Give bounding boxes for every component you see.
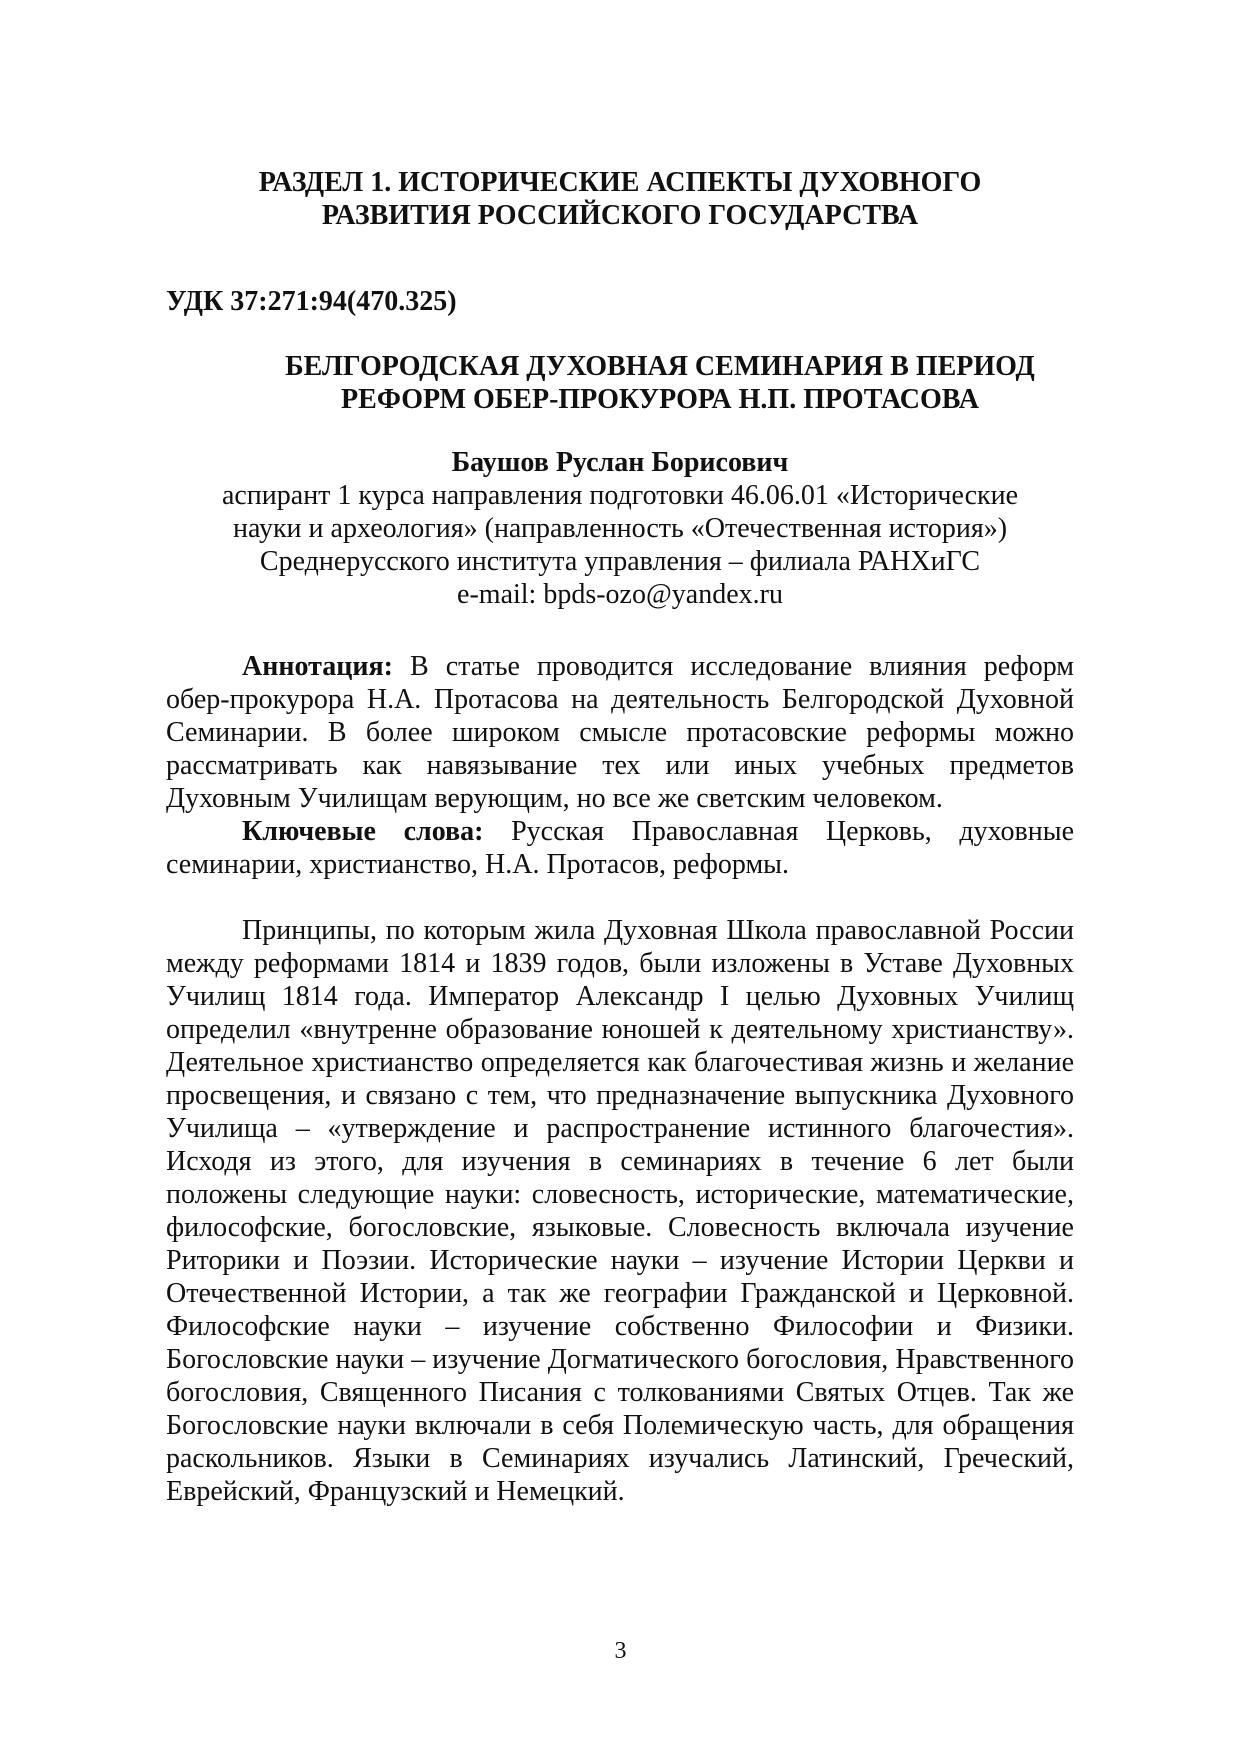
section-heading-line-2: РАЗВИТИЯ РОССИЙСКОГО ГОСУДАРСТВА — [321, 200, 919, 231]
page-number: 3 — [614, 1638, 627, 1664]
author-affiliation-line-1: аспирант 1 курса направления подготовки 46.06.01 «Исторические — [221, 480, 1019, 511]
author-email: e-mail: bpds-ozo@yandex.ru — [457, 579, 783, 610]
body-paragraph: Принципы, по которым жила Духовная Школа православной России между реформами 1814 и 1839 годов, были изложены в Уставе Духовных Училищ 1814 года. Император Александр I целью Духовных Училищ определил «внутренне образование юношей к деятельному христианству». Деятельное христианство определяется как благочестивая жизнь и желание просвещения, и связано с тем, что предназначение выпускника Духовного Училища – «утверждение и распространение истинного благочестия». Исходя из этого, для изучения в семинариях в течение 6 лет были положены следующие науки: словесность, исторические, математические, философские, богословские, языковые. Словесность включала изучение Риторики и Поэзии. Исторические науки – изучение Истории Церкви и Отечественной Истории, а так же географии Гражданской и Церковной. Философские науки – изучение собственно Философии и Физики. Богословские науки – изучение Догматического богословия, Нравственного богословия, Священного Писания с толкованиями Святых Отцев. Так же Богословские науки включали в себя Полемическую часть, для обращения раскольников. Языки в Семинариях изучались Латинский, Греческий, Еврейский, Французский и Немецкий. — [166, 915, 1074, 1507]
author-info — [166, 446, 1074, 611]
article-title — [240, 350, 1080, 416]
udk-code: УДК 37:271:94(470.325) — [166, 286, 457, 317]
author-name: Баушов Руслан Борисович — [451, 447, 789, 478]
section-heading — [200, 166, 1040, 232]
article-title-line-2: РЕФОРМ ОБЕР-ПРОКУРОРА Н.П. ПРОТАСОВА — [341, 384, 979, 415]
abstract-text: В статье проводится исследование влияния реформ обер-прокурора Н.А. Протасова на деятельность Белгородской Духовной Семинарии. В более широком смысле протасовские реформы можно рассматривать как навязывание тех или иных учебных предметов Духовным Училищам верующим, но все же светским человеком. — [166, 651, 1074, 814]
keywords-text: Русская Православная Церковь, духовные семинарии, христианство, Н.А. Протасов, реформы. — [166, 816, 1074, 880]
keywords — [166, 815, 1074, 881]
article-title-line-1: БЕЛГОРОДСКАЯ ДУХОВНАЯ СЕМИНАРИЯ В ПЕРИОД — [285, 351, 1035, 382]
section-heading-line-1: РАЗДЕЛ 1. ИСТОРИЧЕСКИЕ АСПЕКТЫ ДУХОВНОГО — [258, 167, 982, 198]
abstract — [166, 650, 1074, 815]
abstract-label: Аннотация: — [242, 651, 393, 682]
author-affiliation-line-3: Среднерусского института управления – филиала РАНХиГС — [259, 546, 981, 577]
author-affiliation-line-2: науки и археология» (направленность «Отечественная история») — [232, 513, 1008, 544]
keywords-label: Ключевые слова: — [242, 816, 484, 847]
